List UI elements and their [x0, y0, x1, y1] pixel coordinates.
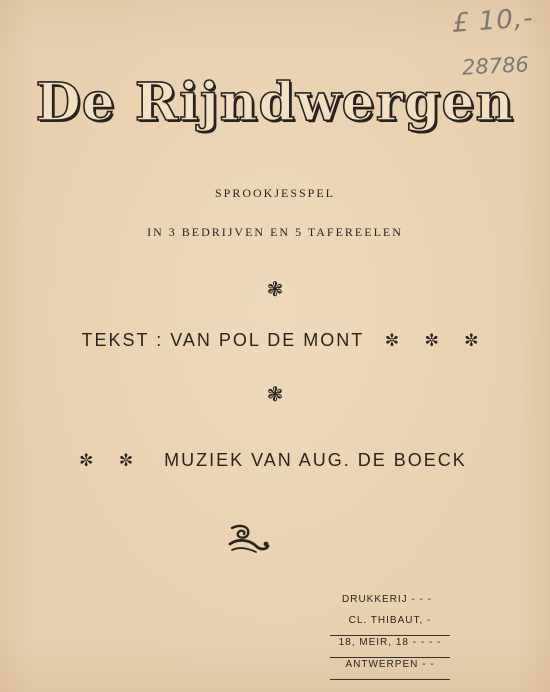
text-credit-label: TEKST : VAN POL DE MONT — [81, 330, 364, 350]
flower-ornament-icon: ❃ — [266, 277, 284, 301]
flourish-ornament-icon — [226, 522, 270, 556]
text-credit — [10, 330, 550, 351]
music-credit — [0, 450, 548, 471]
printer-imprint — [330, 593, 450, 680]
subtitle-genre: SPROOKJESSPEL — [214, 186, 336, 200]
music-credit-label: MUZIEK VAN AUG. DE BOECK — [164, 450, 467, 470]
pencil-price-note: £ 10,- — [451, 3, 535, 39]
star-ornament-icon: ✼ ✼ — [79, 451, 144, 471]
imprint-city: ANTWERPEN - - — [330, 658, 450, 680]
imprint-printer-name: CL. THIBAUT, - — [330, 614, 450, 636]
pencil-catalog-number: 28786 — [461, 52, 530, 80]
imprint-address: 18, MEIR, 18 - - - - — [330, 636, 450, 658]
flower-ornament-icon: ❃ — [266, 382, 284, 406]
book-title: De Rijndwergen — [35, 72, 515, 133]
star-ornament-icon: ✼ ✼ ✼ — [384, 331, 489, 351]
subtitle-acts: IN 3 BEDRIJVEN EN 5 TAFEREELEN — [147, 225, 403, 239]
imprint-printer-label: DRUKKERIJ - - - — [342, 594, 432, 605]
